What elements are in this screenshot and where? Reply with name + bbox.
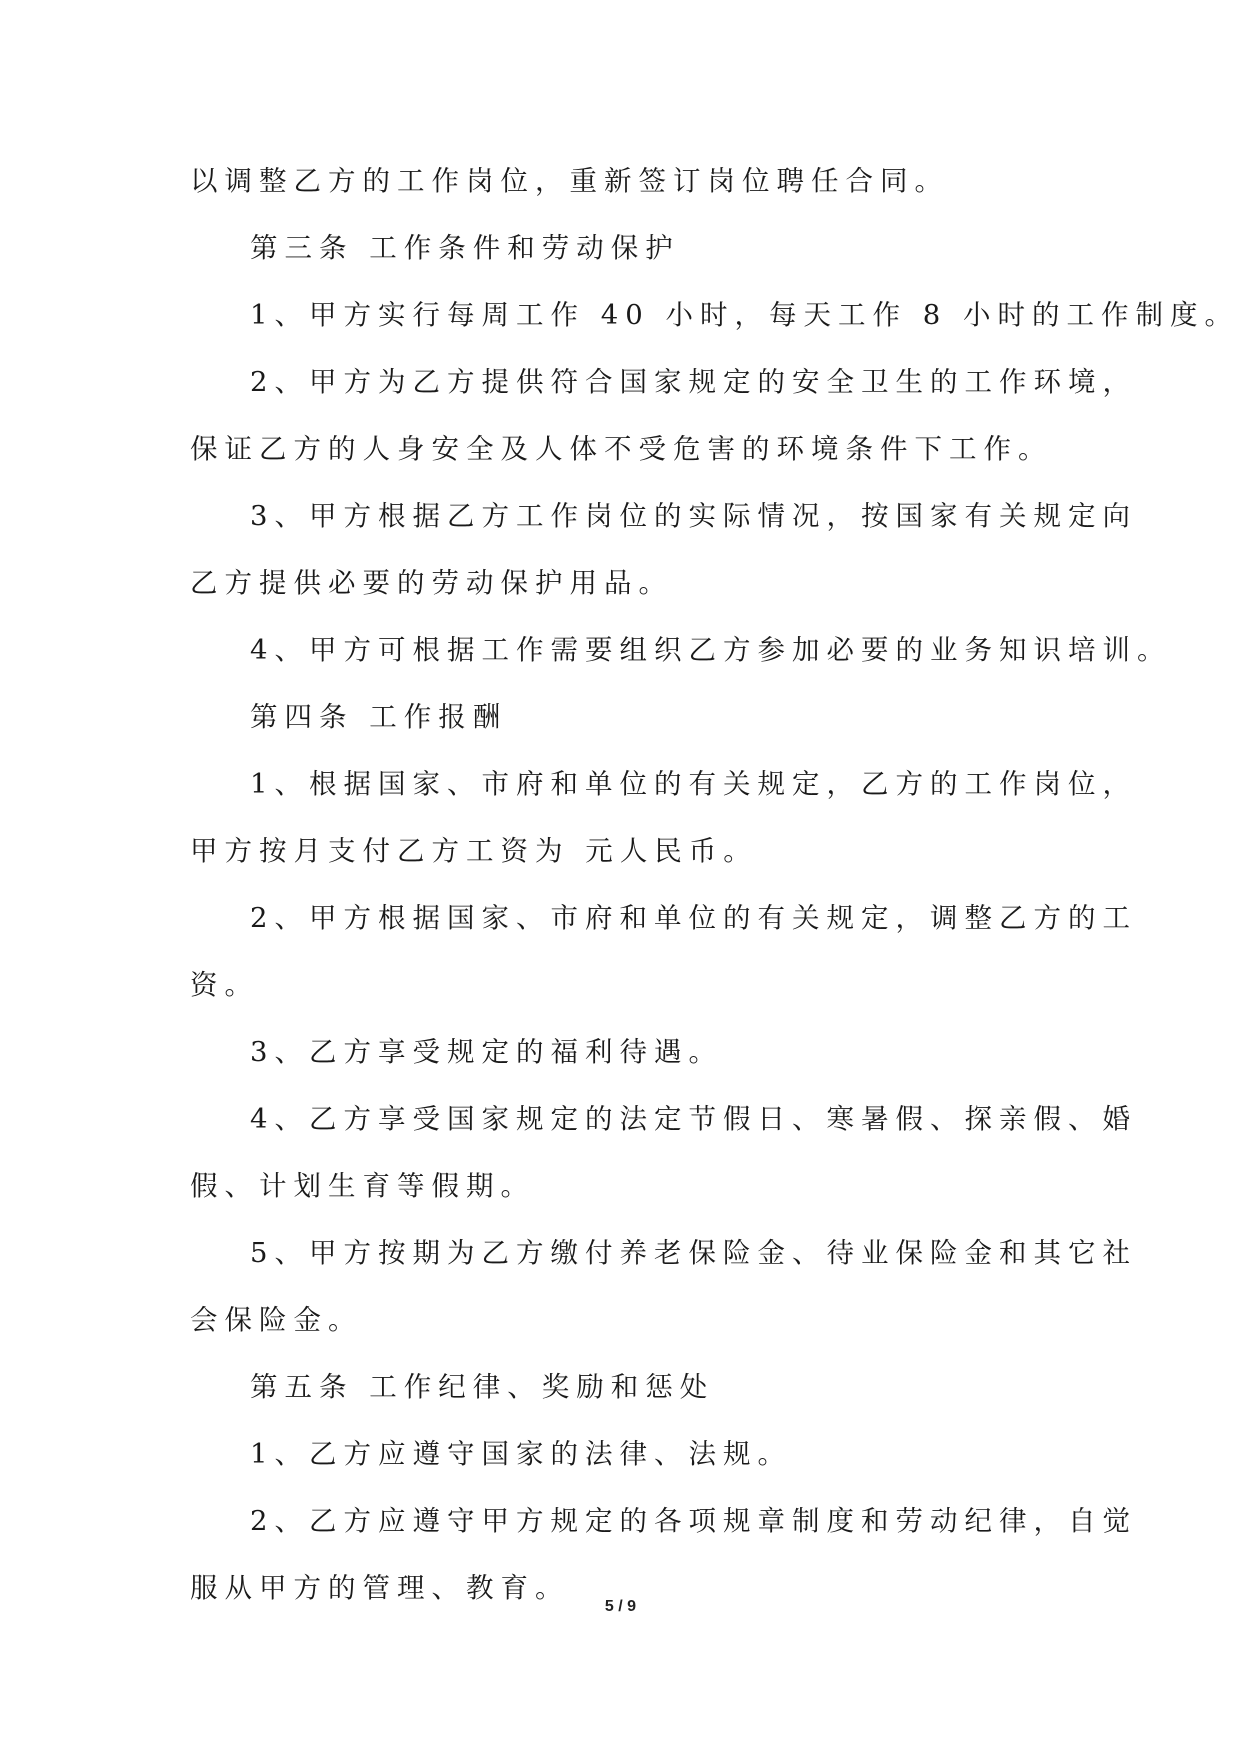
paragraph-line: 甲方按月支付乙方工资为 元人民币。	[190, 835, 758, 867]
section-heading: 第四条 工作报酬	[250, 701, 508, 733]
paragraph-line: 会保险金。	[190, 1304, 363, 1336]
paragraph-line: 2、甲方为乙方提供符合国家规定的安全卫生的工作环境，	[250, 366, 1137, 398]
paragraph-line: 假、计划生育等假期。	[190, 1170, 535, 1202]
paragraph-line: 2、乙方应遵守甲方规定的各项规章制度和劳动纪律，自觉	[250, 1505, 1137, 1537]
paragraph-line: 服从甲方的管理、教育。	[190, 1572, 570, 1604]
paragraph-line: 4、甲方可根据工作需要组织乙方参加必要的业务知识培训。	[250, 634, 1172, 666]
paragraph-line: 1、甲方实行每周工作 40 小时，每天工作 8 小时的工作制度。	[250, 299, 1239, 331]
page-number: 5 / 9	[604, 1598, 637, 1615]
section-heading: 第三条 工作条件和劳动保护	[250, 232, 680, 264]
paragraph-line: 3、甲方根据乙方工作岗位的实际情况，按国家有关规定向	[250, 500, 1137, 532]
paragraph-line: 1、根据国家、市府和单位的有关规定，乙方的工作岗位，	[250, 768, 1137, 800]
paragraph-line: 4、乙方享受国家规定的法定节假日、寒暑假、探亲假、婚	[250, 1103, 1137, 1135]
paragraph-line: 2、甲方根据国家、市府和单位的有关规定，调整乙方的工	[250, 902, 1137, 934]
paragraph-line: 以调整乙方的工作岗位，重新签订岗位聘任合同。	[190, 165, 949, 197]
paragraph-line: 保证乙方的人身安全及人体不受危害的环境条件下工作。	[190, 433, 1053, 465]
paragraph-line: 5、甲方按期为乙方缴付养老保险金、待业保险金和其它社	[250, 1237, 1137, 1269]
paragraph-line: 乙方提供必要的劳动保护用品。	[190, 567, 673, 599]
paragraph-line: 3、乙方享受规定的福利待遇。	[250, 1036, 723, 1068]
paragraph-line: 资。	[190, 969, 259, 1001]
document-body	[190, 148, 1239, 1622]
section-heading: 第五条 工作纪律、奖励和惩处	[250, 1371, 715, 1403]
paragraph-line: 1、乙方应遵守国家的法律、法规。	[250, 1438, 792, 1470]
